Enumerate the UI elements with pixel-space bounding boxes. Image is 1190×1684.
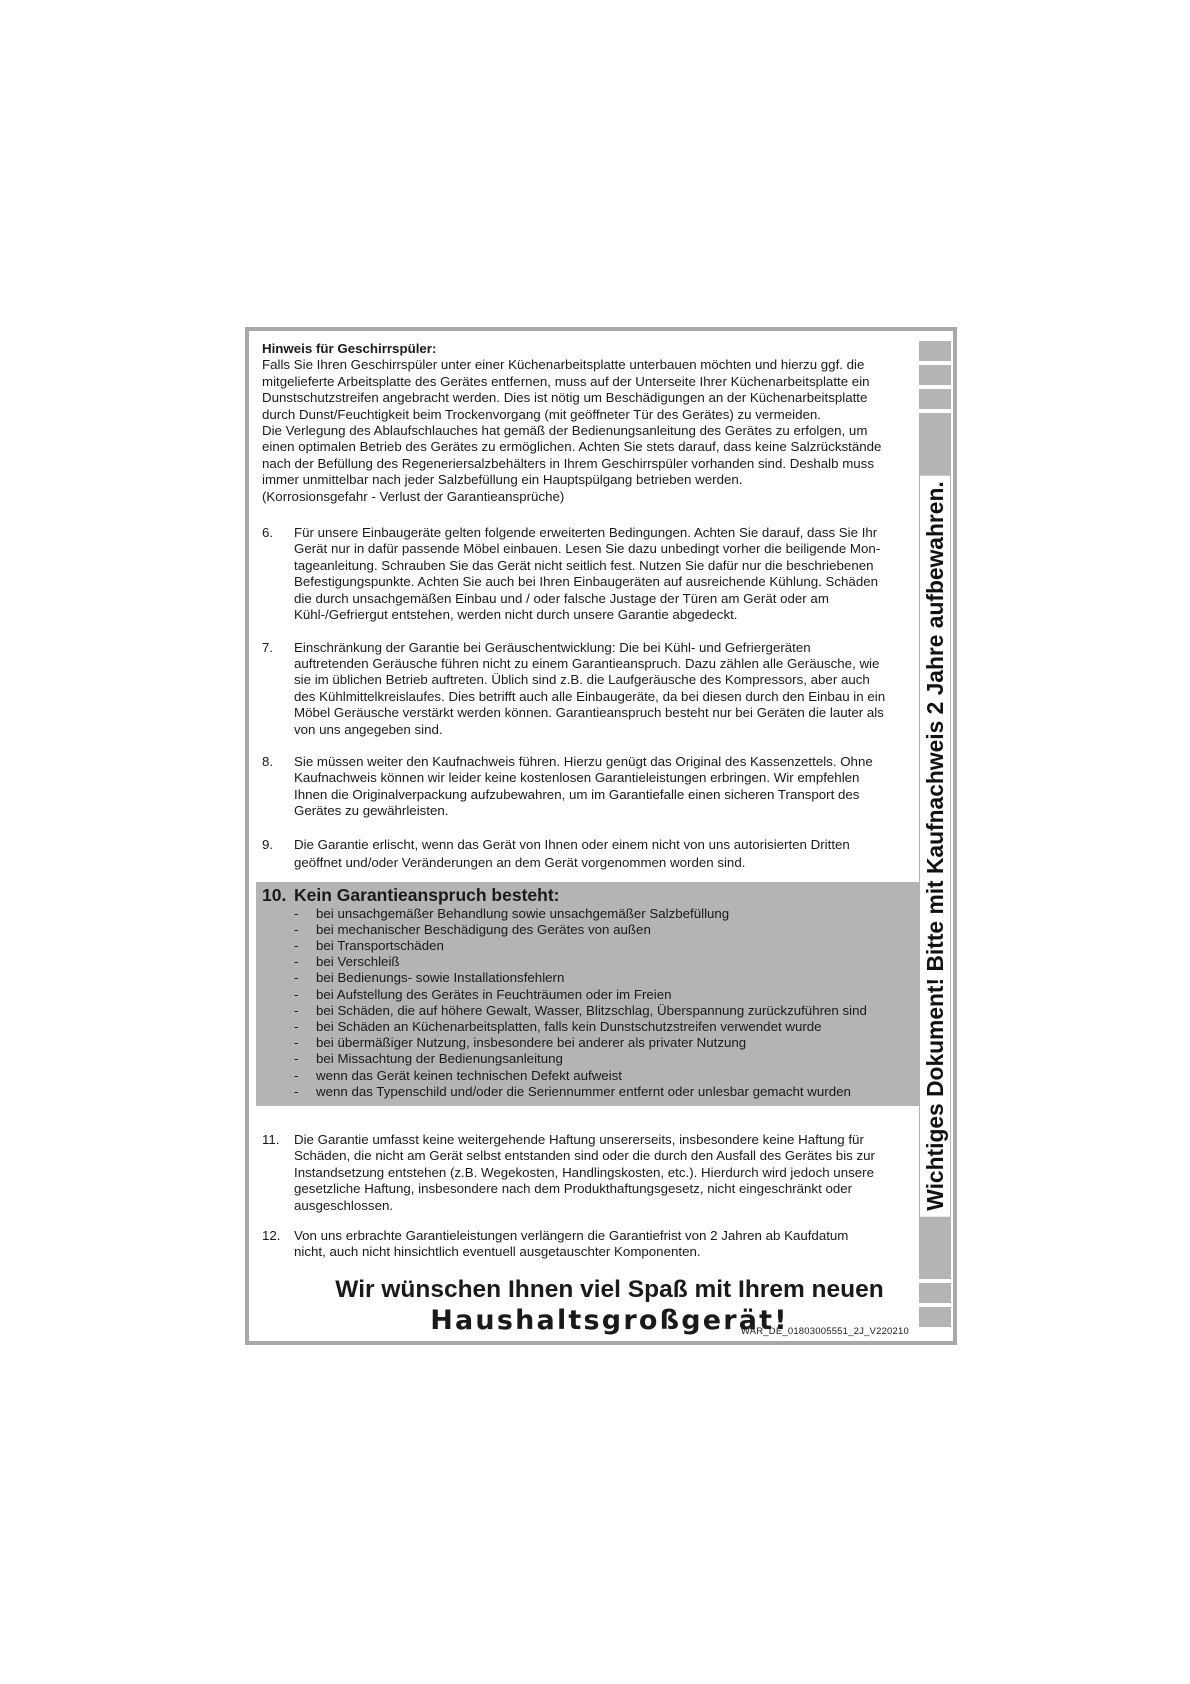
warranty-document-frame: [245, 327, 957, 1345]
note-line: einen optimalen Betrieb des Gerätes zu ermöglichen. Achten Sie stets darauf, dass keine Salzrückstände: [262, 439, 882, 455]
section-line: Einschränkung der Garantie bei Geräuschentwicklung: Die bei Kühl- und Gefriergeräten: [294, 639, 811, 655]
side-banner-band: [919, 413, 951, 1279]
section-12: [262, 1228, 917, 1261]
section-line: Sie müssen weiter den Kaufnachweis führen. Hierzu genügt das Original des Kassenzettels. Ohne: [294, 753, 873, 769]
exclusion-item: - bei Schäden an Küchenarbeitsplatten, falls kein Dunstschutzstreifen verwendet wurde: [294, 1018, 822, 1034]
section-line: sie im üblichen Betrieb auftreten. Üblich sind z.B. die Laufgeräusche des Kompressors, aber auch: [294, 672, 870, 688]
section-line: Ihnen die Originalverpackung aufzubewahren, um im Garantiefalle einen sicheren Transport des: [294, 786, 860, 802]
section-line: geöffnet und/oder Veränderungen an dem Gerät vorgenommen worden sind.: [294, 854, 746, 870]
section-7: [262, 640, 917, 738]
note-line: durch Dunst/Feuchtigkeit beim Trockenvorgang (mit geöffneter Tür des Gerätes) zu vermeiden.: [262, 406, 821, 422]
exclusion-item: - bei Bedienungs- sowie Installationsfehlern: [294, 970, 565, 986]
section-line: Instandsetzung entstehen (z.B. Wegekosten, Handlingskosten, etc.). Hierdurch wird jedoch unsere: [294, 1164, 874, 1180]
section-line: nicht, auch nicht hinsichtlich eventuell ausgetauschter Komponenten.: [294, 1244, 701, 1260]
document-code: WAR_DE_01803005551_2J_V220210: [740, 1326, 909, 1337]
note-line: mitgelieferte Arbeitsplatte des Gerätes entfernen, muss auf der Unterseite Ihrer Küchenarbeitsplatte ein: [262, 373, 870, 389]
exclusion-item: - bei Aufstellung des Gerätes in Feuchträumen oder im Freien: [294, 986, 672, 1002]
decor-square: [919, 1307, 951, 1327]
section-line: Kaufnachweis können wir leider keine kostenlosen Garantieleistungen erbringen. Wir empfehlen: [294, 770, 860, 786]
exclusion-item: - wenn das Gerät keinen technischen Defekt aufweist: [294, 1067, 623, 1083]
section-line: Von uns erbrachte Garantieleistungen verlängern die Garantiefrist von 2 Jahren ab Kaufdatum: [294, 1228, 849, 1244]
section-number: 7.: [262, 639, 274, 655]
section-10-title: Kein Garantieanspruch besteht:: [294, 884, 560, 905]
note-line: Dunstschutzstreifen angebracht werden. Dies ist nötig um Beschädigungen an der Küchenarbeitsplatte: [262, 390, 868, 406]
section-6: [262, 525, 917, 623]
decor-square: [919, 341, 951, 361]
section-10-heading: [262, 884, 915, 906]
decor-square: [919, 1283, 951, 1303]
section-10-exclusions: [256, 882, 921, 1106]
document-content: [262, 341, 917, 1337]
exclusion-item: - bei Missachtung der Bedienungsanleitung: [294, 1051, 563, 1067]
section-number: 11.: [262, 1132, 280, 1147]
section-line: Schäden, die nicht am Gerät selbst entstanden sind oder die durch den Ausfall des Gerätes bis zur: [294, 1148, 875, 1164]
closing-line-1: Wir wünschen Ihnen viel Spaß mit Ihrem neuen: [335, 1275, 884, 1303]
note-title: Hinweis für Geschirrspüler:: [262, 341, 437, 356]
section-line: Gerätes zu gewährleisten.: [294, 803, 449, 819]
section-number: 6.: [262, 525, 274, 541]
section-line: Für unsere Einbaugeräte gelten folgende erweiterten Bedingungen. Achten Sie darauf, dass Sie Ihr: [294, 525, 878, 541]
decor-square: [919, 365, 951, 385]
section-11: [262, 1132, 917, 1214]
section-number: 12.: [262, 1228, 281, 1244]
section-9: [262, 836, 917, 872]
section-line: ausgeschlossen.: [294, 1197, 394, 1213]
section-line: Möbel Geräusche verstärkt werden können. Garantieanspruch besteht nur bei Geräten die lauter als: [294, 705, 884, 721]
section-line: Die Garantie erlischt, wenn das Gerät von Ihnen oder einem nicht von uns autorisierten Dritten: [294, 836, 850, 852]
section-number: 9.: [262, 836, 274, 852]
decor-square: [919, 389, 951, 409]
note-line: Falls Sie Ihren Geschirrspüler unter einer Küchenarbeitsplatte unterbauen möchten und hierzu ggf. die: [262, 357, 865, 373]
dishwasher-note: [262, 341, 917, 505]
exclusion-list: [262, 906, 915, 1100]
side-banner: [919, 341, 951, 1331]
note-line: Die Verlegung des Ablaufschlauches hat gemäß der Bedienungsanleitung des Gerätes zu erfolgen, um: [262, 423, 868, 439]
note-line: nach der Befüllung des Regeneriersalzbehälters in Ihrem Geschirrspüler vorhanden sind. Deshalb muss: [262, 455, 874, 471]
side-banner-text: Wichtiges Dokument! Bitte mit Kaufnachweis 2 Jahre aufbewahren.: [920, 475, 950, 1216]
exclusion-item: - bei Transportschäden: [294, 937, 444, 953]
note-line: (Korrosionsgefahr - Verlust der Garantieansprüche): [262, 488, 565, 504]
section-line: Kühl-/Gefriergut entstehen, werden nicht durch unsere Garantie abgedeckt.: [294, 607, 738, 623]
section-line: gesetzliche Haftung, insbesondere nach dem Produkthaftungsgesetz, nicht eingeschränkt oder: [294, 1181, 853, 1197]
section-line: des Kühlmittelkreislaufes. Dies betrifft auch alle Einbaugeräte, da bei diesen durch den Einbau in ein: [294, 688, 886, 704]
note-line: immer unmittelbar nach jeder Salzbefüllung ein Hauptspülgang betrieben werden.: [262, 472, 743, 488]
section-line: Gerät nur in dafür passende Möbel einbauen. Lesen Sie dazu unbedingt vorher die beiligende Mon-: [294, 541, 881, 557]
section-line: auftretenden Geräusche führen nicht zu einem Garantieanspruch. Dazu zählen alle Geräusche, wie: [294, 655, 880, 671]
exclusion-item: - bei unsachgemäßer Behandlung sowie unsachgemäßer Salzbefüllung: [294, 905, 730, 921]
closing-line-2: Haushaltsgroßgerät!: [430, 1304, 789, 1336]
section-line: Die Garantie umfasst keine weitergehende Haftung unsererseits, insbesondere keine Haftung für: [294, 1132, 864, 1147]
section-8: [262, 754, 917, 820]
section-line: die durch unsachgemäßen Einbau und / oder falsche Justage der Türen am Gerät oder am: [294, 590, 829, 606]
exclusion-item: - bei Schäden, die auf höhere Gewalt, Wasser, Blitzschlag, Überspannung zurückzuführen sind: [294, 1002, 867, 1018]
section-number: 10.: [262, 884, 287, 905]
exclusion-item: - bei übermäßiger Nutzung, insbesondere bei anderer als privater Nutzung: [294, 1035, 747, 1051]
section-number: 8.: [262, 753, 274, 769]
section-line: tageanleitung. Schrauben Sie das Gerät nicht seitlich fest. Nutzen Sie dafür nur die beschriebenen: [294, 557, 874, 573]
exclusion-item: - bei mechanischer Beschädigung des Gerätes von außen: [294, 921, 651, 937]
exclusion-item: - wenn das Typenschild und/oder die Seriennummer entfernt oder unlesbar gemacht wurden: [294, 1083, 851, 1099]
section-line: Befestigungspunkte. Achten Sie auch bei Ihren Einbaugeräten auf ausreichende Kühlung. Schäden: [294, 574, 879, 590]
exclusion-item: - bei Verschleiß: [294, 954, 400, 970]
section-line: von uns angegeben sind.: [294, 721, 443, 737]
